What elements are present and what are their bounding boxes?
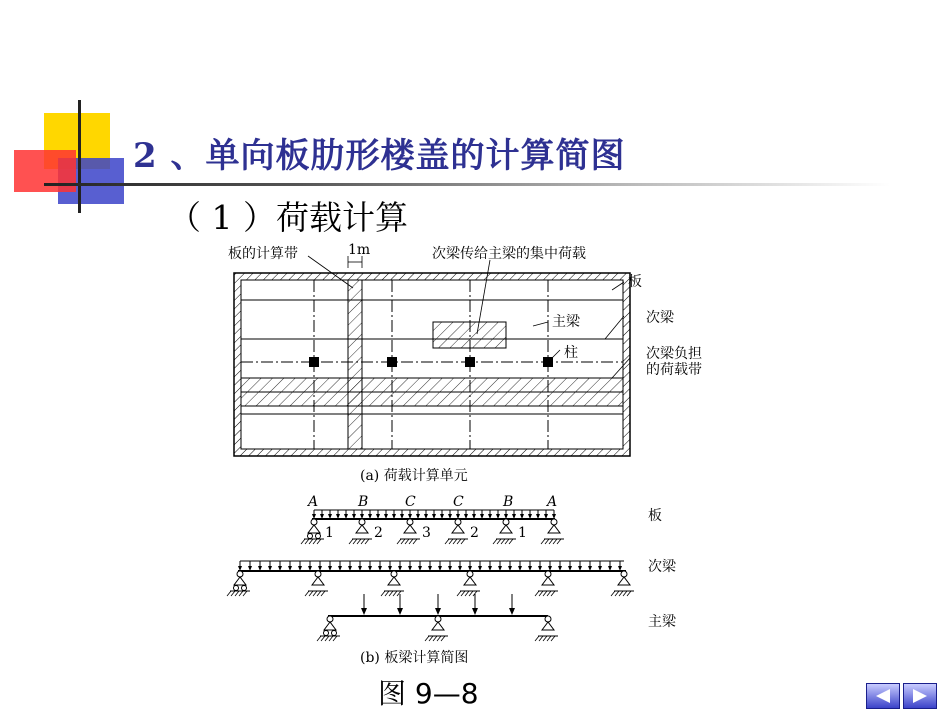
main-beam-diagram	[317, 594, 558, 641]
label-concentrated-load: 次梁传给主梁的集中荷载	[432, 246, 586, 262]
triangle-left-icon	[867, 684, 899, 708]
span-label: 1	[518, 525, 527, 541]
support-label: B	[358, 494, 369, 510]
caption-b: (b) 板梁计算简图	[360, 650, 469, 666]
label-main-beam: 主梁	[552, 314, 580, 330]
label-load-band-1: 次梁负担	[646, 346, 702, 362]
next-slide-button[interactable]	[903, 683, 937, 709]
support-label: B	[503, 494, 514, 510]
slide-subtitle: （ 1 ）荷载计算	[168, 198, 408, 237]
support-label: C	[453, 494, 464, 510]
row-label-main: 主梁	[648, 614, 676, 630]
label-slab-strip: 板的计算带	[228, 246, 298, 262]
span-label: 1	[325, 525, 334, 541]
slide-title: 2 、单向板肋形楼盖的计算简图	[133, 136, 626, 176]
triangle-right-icon	[904, 684, 936, 708]
support-label: A	[308, 494, 319, 510]
support-label: C	[405, 494, 416, 510]
span-label: 3	[422, 525, 431, 541]
caption-a: (a) 荷载计算单元	[360, 468, 468, 484]
figure-caption: 图 9—8	[378, 677, 479, 710]
deco-horizontal-line	[44, 183, 890, 186]
row-label-slab: 板	[648, 508, 662, 524]
secondary-beam-diagram	[227, 561, 634, 596]
label-secondary-beam: 次梁	[646, 310, 674, 326]
span-label: 2	[374, 525, 383, 541]
structure-figure	[220, 238, 720, 670]
deco-vertical-line	[78, 100, 81, 213]
support-label: A	[547, 494, 558, 510]
label-column: 柱	[564, 345, 578, 361]
span-label: 2	[470, 525, 479, 541]
label-load-band-2: 的荷载带	[646, 362, 702, 378]
label-slab: 板	[628, 274, 642, 290]
prev-slide-button[interactable]	[866, 683, 900, 709]
label-1m: 1m	[348, 242, 371, 258]
row-label-secondary: 次梁	[648, 559, 676, 575]
